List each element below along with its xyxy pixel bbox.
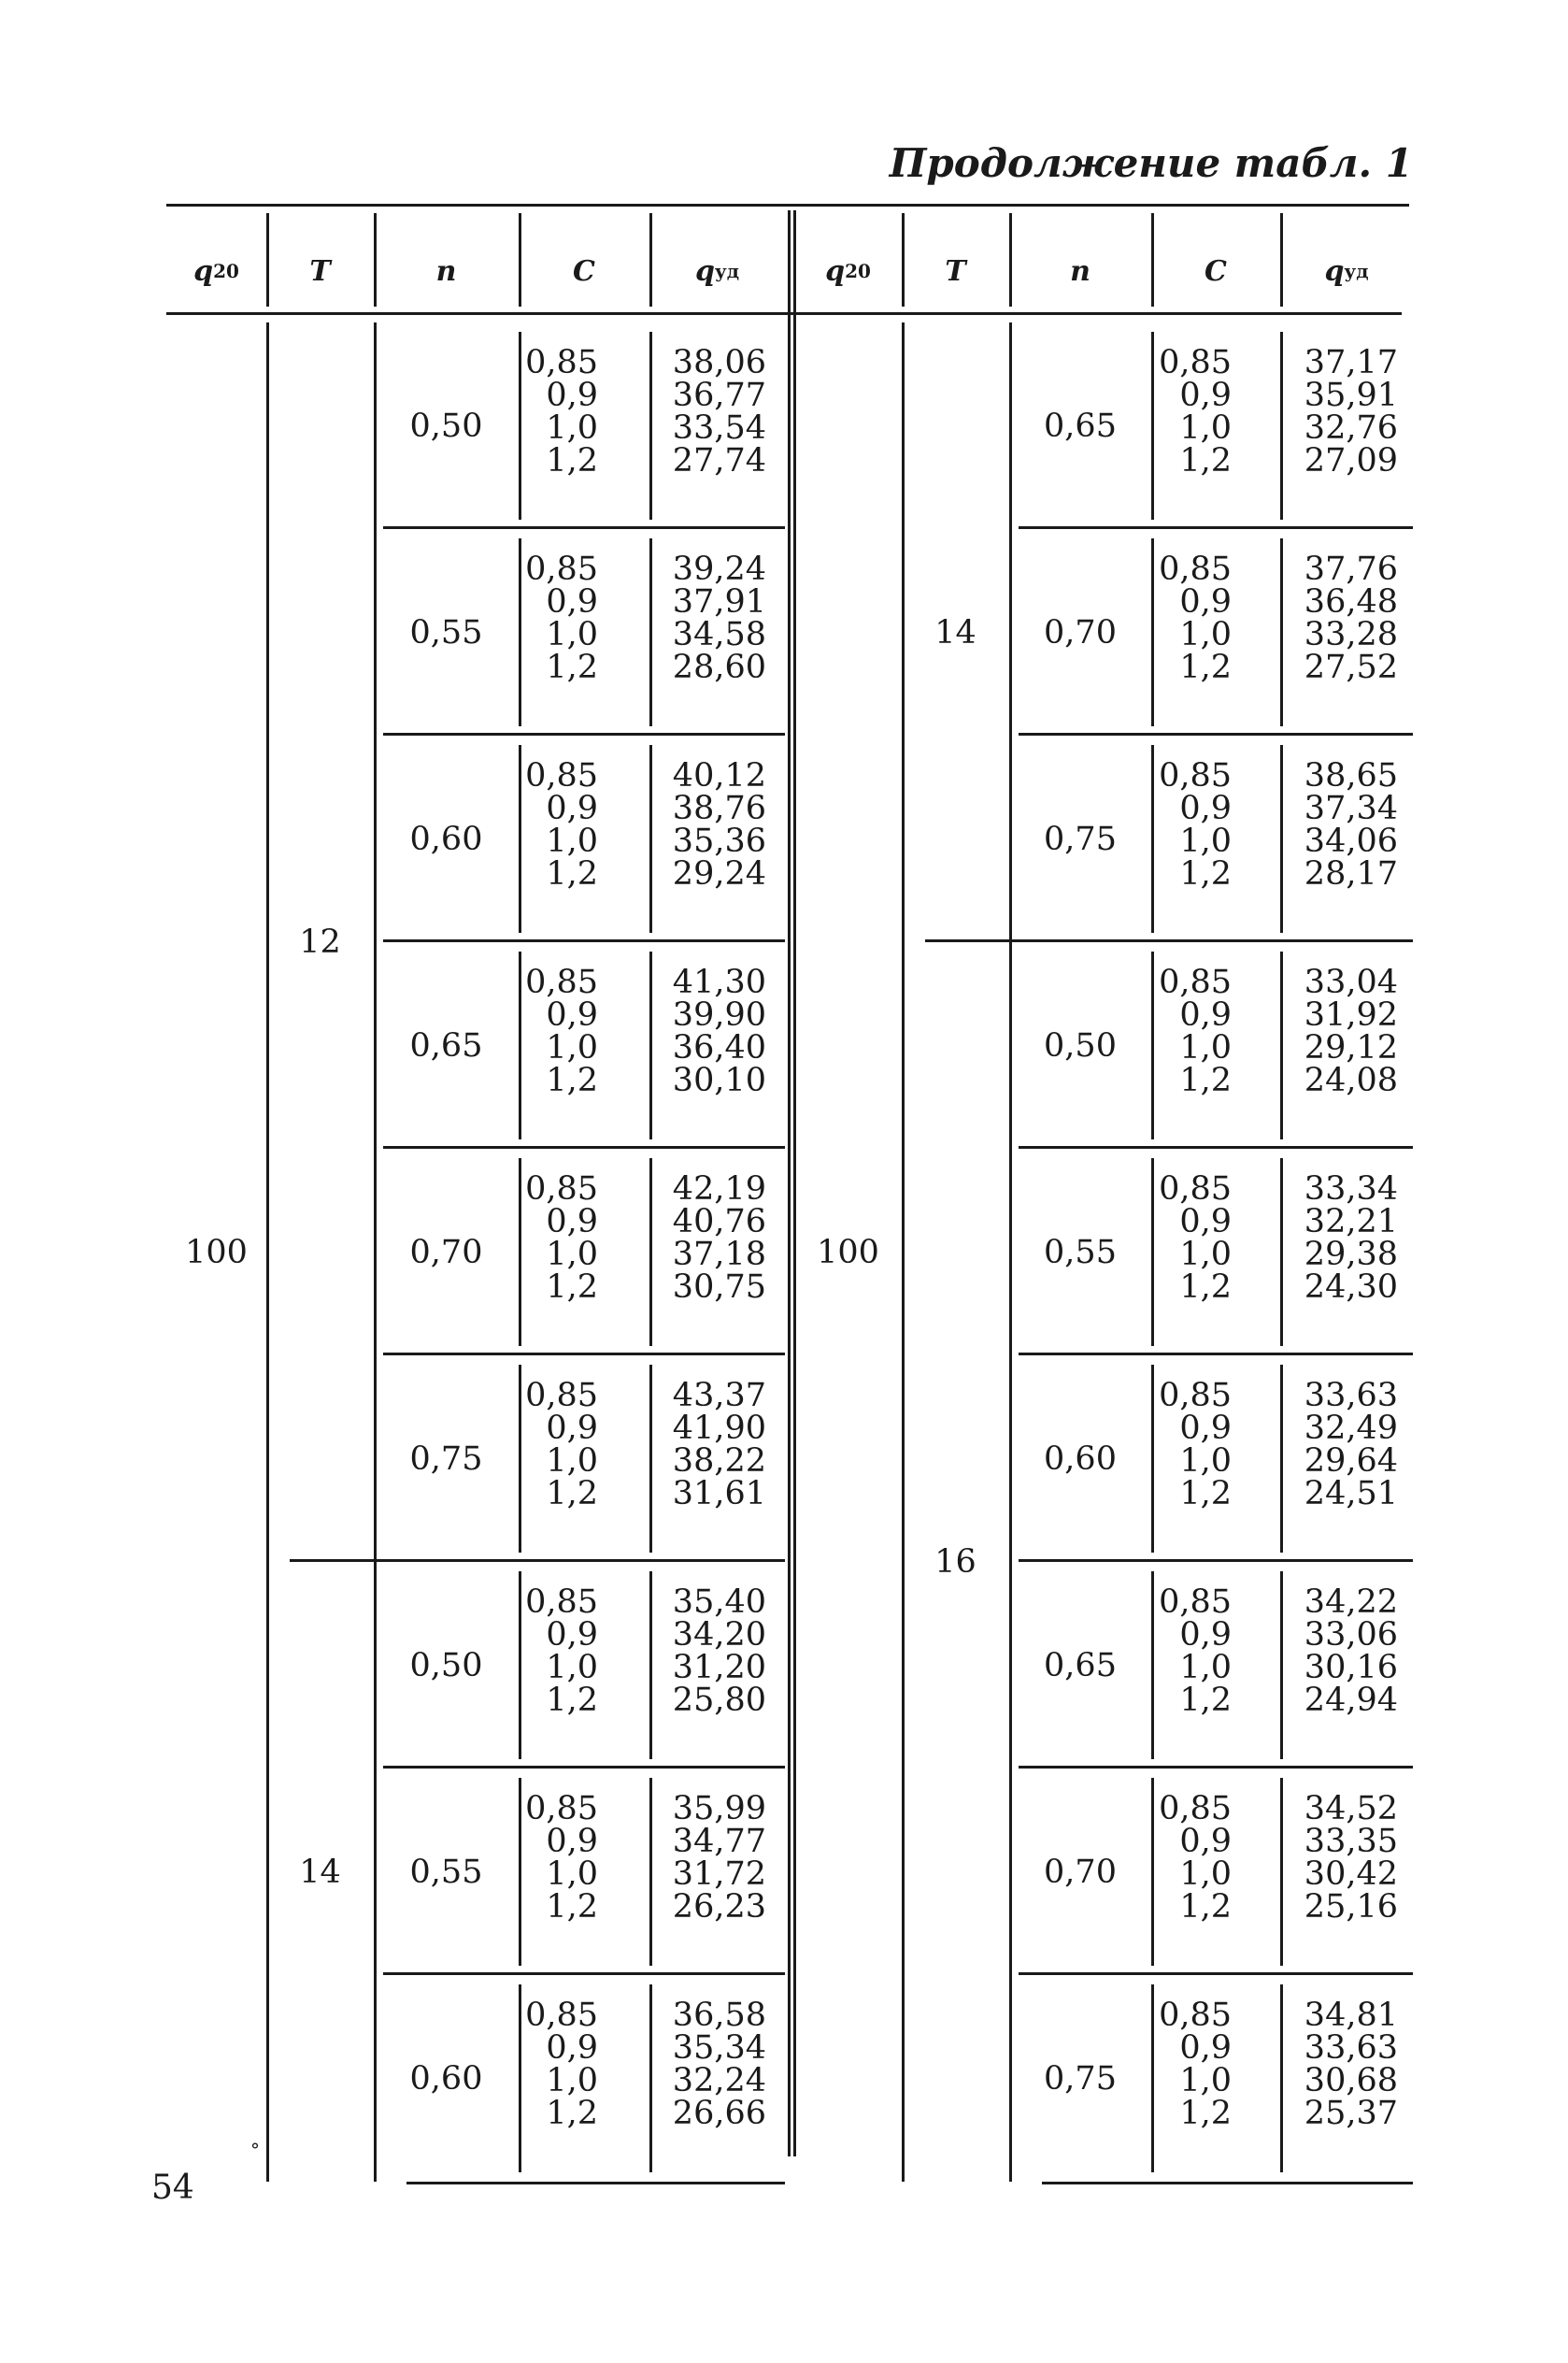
table-top-rule [166, 204, 1409, 207]
q-specific-value: 27,52 [1304, 649, 1398, 686]
n-value: 0,50 [1044, 1026, 1117, 1065]
q-specific-value: 30,10 [672, 1062, 766, 1099]
c-value: 1,2 [546, 1682, 598, 1719]
c-value: 1,0 [1179, 1855, 1232, 1893]
left-header-q20 [166, 238, 266, 304]
c-value: 0,85 [525, 757, 598, 795]
block-separator [383, 1146, 785, 1149]
group-separator [290, 1559, 785, 1562]
c-value: 0,85 [1159, 964, 1232, 1001]
left-q20-value: 100 [185, 1233, 248, 1271]
c-value: 1,0 [546, 1236, 598, 1273]
c-col-divider [1280, 1984, 1283, 2172]
header-q-symbol: q [193, 254, 214, 288]
q-col-divider [266, 322, 269, 2182]
stray-mark: ° [250, 2139, 260, 2161]
q-specific-value: 37,34 [1304, 790, 1398, 827]
c-col-divider [649, 538, 652, 726]
right-header-q20 [794, 238, 902, 304]
header-C-label: C [573, 254, 595, 288]
c-value: 1,2 [546, 1268, 598, 1306]
right-T-value: 14 [934, 613, 976, 652]
block-separator [1019, 1766, 1413, 1769]
n-value: 0,70 [409, 1233, 483, 1271]
center-double-rule-a [788, 210, 791, 2156]
n-col-divider [1151, 332, 1154, 520]
q-specific-value: 32,49 [1304, 1410, 1398, 1447]
block-separator [1019, 526, 1413, 529]
block-separator [383, 1972, 785, 1975]
q-specific-value: 34,52 [1304, 1790, 1398, 1827]
q-specific-value: 37,91 [672, 583, 766, 621]
c-value: 0,9 [546, 790, 598, 827]
header-col-divider [1151, 213, 1154, 307]
q-specific-value: 31,61 [672, 1475, 766, 1512]
q-specific-value: 28,17 [1304, 855, 1398, 893]
n-col-divider [1151, 1365, 1154, 1553]
q-specific-value: 24,08 [1304, 1062, 1398, 1099]
c-value: 1,2 [546, 1062, 598, 1099]
left-header-qud [649, 238, 785, 304]
block-separator [383, 1766, 785, 1769]
right-header-C [1151, 238, 1280, 304]
header-bottom-rule [166, 312, 1402, 315]
q-specific-value: 39,24 [672, 551, 766, 588]
q-specific-value: 25,80 [672, 1682, 766, 1719]
c-value: 0,9 [1179, 583, 1232, 621]
q-specific-value: 35,91 [1304, 377, 1398, 414]
q-specific-value: 38,65 [1304, 757, 1398, 795]
right-header-n [1009, 238, 1151, 304]
n-value: 0,75 [1044, 820, 1117, 858]
c-col-divider [1280, 1365, 1283, 1553]
n-value: 0,50 [409, 407, 483, 445]
left-T-value: 14 [299, 1853, 341, 1891]
block-separator [383, 526, 785, 529]
c-value: 0,9 [546, 1410, 598, 1447]
c-value: 0,85 [525, 1377, 598, 1414]
q-specific-value: 33,04 [1304, 964, 1398, 1001]
q-specific-value: 34,77 [672, 1823, 766, 1860]
header-qud-symbol: q [694, 254, 715, 288]
c-value: 1,2 [1179, 1888, 1232, 1926]
q-specific-value: 39,90 [672, 996, 766, 1034]
block-separator [383, 1353, 785, 1355]
q-specific-value: 35,40 [672, 1583, 766, 1621]
n-value: 0,75 [409, 1439, 483, 1478]
n-value: 0,60 [1044, 1439, 1117, 1478]
c-value: 1,0 [1179, 409, 1232, 447]
c-value: 1,0 [546, 1855, 598, 1893]
c-value: 0,9 [1179, 1616, 1232, 1654]
c-value: 0,9 [1179, 377, 1232, 414]
q-specific-value: 34,81 [1304, 1997, 1398, 2034]
n-col-divider [1151, 538, 1154, 726]
n-value: 0,60 [409, 820, 483, 858]
q-specific-value: 34,20 [672, 1616, 766, 1654]
q-specific-value: 38,06 [672, 344, 766, 381]
header-qud-subscript: уд [1344, 260, 1369, 282]
c-value: 0,9 [1179, 2029, 1232, 2067]
c-value: 1,2 [546, 442, 598, 480]
c-value: 0,85 [525, 551, 598, 588]
right-header-T [902, 238, 1009, 304]
q-specific-value: 31,92 [1304, 996, 1398, 1034]
q-specific-value: 29,38 [1304, 1236, 1398, 1273]
n-value: 0,70 [1044, 1853, 1117, 1891]
q-specific-value: 34,58 [672, 616, 766, 653]
n-col-divider [519, 332, 521, 520]
q-specific-value: 32,24 [672, 2062, 766, 2099]
q-specific-value: 29,12 [1304, 1029, 1398, 1067]
n-value: 0,65 [1044, 407, 1117, 445]
table-caption: Продолжение табл. 1 [889, 140, 1413, 186]
q-specific-value: 32,21 [1304, 1203, 1398, 1240]
header-col-divider [649, 213, 652, 307]
c-value: 0,9 [1179, 1203, 1232, 1240]
page-number: 54 [151, 2169, 194, 2207]
T-col-divider [1009, 322, 1012, 2182]
n-col-divider [1151, 1571, 1154, 1759]
header-col-divider [1280, 213, 1283, 307]
c-value: 0,85 [1159, 1170, 1232, 1208]
q-specific-value: 36,40 [672, 1029, 766, 1067]
c-col-divider [1280, 538, 1283, 726]
header-C-label: C [1205, 254, 1227, 288]
c-value: 1,0 [546, 1649, 598, 1686]
q-specific-value: 30,75 [672, 1268, 766, 1306]
c-value: 1,2 [1179, 855, 1232, 893]
n-col-divider [519, 1365, 521, 1553]
q-specific-value: 33,63 [1304, 1377, 1398, 1414]
c-value: 0,85 [1159, 344, 1232, 381]
n-col-divider [519, 1571, 521, 1759]
q-specific-value: 38,76 [672, 790, 766, 827]
header-T-label: T [309, 254, 331, 288]
q-specific-value: 36,48 [1304, 583, 1398, 621]
c-value: 0,9 [1179, 1410, 1232, 1447]
n-value: 0,65 [1044, 1646, 1117, 1684]
q-specific-value: 37,18 [672, 1236, 766, 1273]
c-col-divider [649, 1365, 652, 1553]
c-value: 0,9 [546, 996, 598, 1034]
c-value: 1,2 [546, 2095, 598, 2132]
c-value: 1,2 [546, 1475, 598, 1512]
c-value: 0,85 [525, 1997, 598, 2034]
group-separator [925, 939, 1413, 942]
c-value: 1,2 [546, 1888, 598, 1926]
left-header-T [266, 238, 374, 304]
c-col-divider [649, 1778, 652, 1966]
right-header-qud [1280, 238, 1413, 304]
q-specific-value: 26,23 [672, 1888, 766, 1926]
n-value: 0,55 [1044, 1233, 1117, 1271]
c-value: 0,9 [546, 1823, 598, 1860]
table-bottom-rule [406, 2182, 785, 2184]
c-value: 0,9 [546, 1203, 598, 1240]
n-value: 0,60 [409, 2059, 483, 2098]
n-value: 0,50 [409, 1646, 483, 1684]
c-value: 1,2 [1179, 1268, 1232, 1306]
c-value: 0,85 [525, 1790, 598, 1827]
c-value: 1,0 [1179, 616, 1232, 653]
c-value: 1,2 [1179, 1682, 1232, 1719]
left-T-value: 12 [299, 924, 341, 961]
q-specific-value: 42,19 [672, 1170, 766, 1208]
q-specific-value: 27,74 [672, 442, 766, 480]
c-col-divider [649, 1158, 652, 1346]
n-col-divider [1151, 952, 1154, 1139]
left-header-n [374, 238, 519, 304]
c-value: 1,0 [1179, 1029, 1232, 1067]
right-T-value: 16 [934, 1543, 976, 1581]
header-qud-symbol: q [1324, 254, 1345, 288]
c-value: 0,85 [1159, 1583, 1232, 1621]
c-col-divider [1280, 745, 1283, 933]
c-col-divider [1280, 1778, 1283, 1966]
q-specific-value: 31,20 [672, 1649, 766, 1686]
header-col-divider [902, 213, 905, 307]
table-bottom-rule [1042, 2182, 1413, 2184]
header-n-label: n [1070, 254, 1090, 288]
q-specific-value: 38,22 [672, 1442, 766, 1480]
q-specific-value: 25,37 [1304, 2095, 1398, 2132]
c-value: 0,9 [546, 583, 598, 621]
n-col-divider [519, 952, 521, 1139]
q-specific-value: 33,34 [1304, 1170, 1398, 1208]
c-value: 1,0 [546, 1442, 598, 1480]
header-T-label: T [945, 254, 966, 288]
c-col-divider [649, 332, 652, 520]
header-col-divider [374, 213, 377, 307]
q-specific-value: 43,37 [672, 1377, 766, 1414]
left-header-C [519, 238, 649, 304]
block-separator [383, 733, 785, 736]
q-specific-value: 29,24 [672, 855, 766, 893]
n-value: 0,75 [1044, 2059, 1117, 2098]
c-value: 1,2 [1179, 442, 1232, 480]
q-specific-value: 24,94 [1304, 1682, 1398, 1719]
c-value: 0,9 [546, 377, 598, 414]
header-q-subscript: 20 [845, 260, 871, 282]
c-col-divider [1280, 952, 1283, 1139]
q-specific-value: 40,12 [672, 757, 766, 795]
block-separator [1019, 1146, 1413, 1149]
c-value: 1,2 [1179, 2095, 1232, 2132]
header-col-divider [266, 213, 269, 307]
q-specific-value: 26,66 [672, 2095, 766, 2132]
header-col-divider [519, 213, 521, 307]
c-value: 1,2 [546, 855, 598, 893]
q-specific-value: 35,99 [672, 1790, 766, 1827]
q-specific-value: 32,76 [1304, 409, 1398, 447]
c-value: 1,0 [1179, 2062, 1232, 2099]
q-specific-value: 25,16 [1304, 1888, 1398, 1926]
q-specific-value: 41,90 [672, 1410, 766, 1447]
c-value: 1,0 [1179, 1442, 1232, 1480]
header-q-subscript: 20 [213, 260, 239, 282]
c-value: 1,0 [546, 616, 598, 653]
c-col-divider [1280, 332, 1283, 520]
c-value: 1,0 [1179, 1649, 1232, 1686]
q-specific-value: 34,06 [1304, 823, 1398, 860]
q-col-divider [902, 322, 905, 2182]
q-specific-value: 24,30 [1304, 1268, 1398, 1306]
n-value: 0,65 [409, 1026, 483, 1065]
c-value: 1,2 [1179, 1475, 1232, 1512]
q-specific-value: 36,58 [672, 1997, 766, 2034]
c-col-divider [649, 1984, 652, 2172]
q-specific-value: 34,22 [1304, 1583, 1398, 1621]
q-specific-value: 27,09 [1304, 442, 1398, 480]
c-value: 0,85 [525, 1583, 598, 1621]
q-specific-value: 30,16 [1304, 1649, 1398, 1686]
c-col-divider [649, 745, 652, 933]
c-value: 0,85 [1159, 1997, 1232, 2034]
c-value: 0,9 [546, 2029, 598, 2067]
block-separator [1019, 1972, 1413, 1975]
c-value: 1,0 [546, 409, 598, 447]
c-value: 0,9 [1179, 996, 1232, 1034]
c-value: 1,2 [546, 649, 598, 686]
n-col-divider [519, 1158, 521, 1346]
c-value: 1,2 [1179, 649, 1232, 686]
c-value: 0,9 [1179, 1823, 1232, 1860]
n-value: 0,55 [409, 613, 483, 652]
block-separator [1019, 733, 1413, 736]
c-value: 0,9 [546, 1616, 598, 1654]
c-value: 1,2 [1179, 1062, 1232, 1099]
c-value: 0,9 [1179, 790, 1232, 827]
n-value: 0,70 [1044, 613, 1117, 652]
q-specific-value: 33,06 [1304, 1616, 1398, 1654]
c-value: 1,0 [1179, 823, 1232, 860]
n-col-divider [1151, 1984, 1154, 2172]
q-specific-value: 40,76 [672, 1203, 766, 1240]
center-double-rule-b [793, 210, 796, 2156]
q-specific-value: 33,63 [1304, 2029, 1398, 2067]
q-specific-value: 33,28 [1304, 616, 1398, 653]
c-col-divider [649, 1571, 652, 1759]
c-col-divider [1280, 1571, 1283, 1759]
c-value: 1,0 [546, 2062, 598, 2099]
n-col-divider [1151, 1158, 1154, 1346]
q-specific-value: 28,60 [672, 649, 766, 686]
q-specific-value: 30,42 [1304, 1855, 1398, 1893]
c-col-divider [1280, 1158, 1283, 1346]
n-col-divider [519, 538, 521, 726]
c-value: 0,85 [1159, 1790, 1232, 1827]
right-q20-value: 100 [817, 1233, 879, 1271]
q-specific-value: 37,17 [1304, 344, 1398, 381]
q-specific-value: 30,68 [1304, 2062, 1398, 2099]
q-specific-value: 33,35 [1304, 1823, 1398, 1860]
c-value: 0,85 [525, 344, 598, 381]
n-col-divider [519, 1778, 521, 1966]
n-col-divider [1151, 745, 1154, 933]
q-specific-value: 36,77 [672, 377, 766, 414]
q-specific-value: 31,72 [672, 1855, 766, 1893]
block-separator [1019, 1559, 1413, 1562]
header-qud-subscript: уд [714, 260, 740, 282]
q-specific-value: 24,51 [1304, 1475, 1398, 1512]
q-specific-value: 35,36 [672, 823, 766, 860]
n-value: 0,55 [409, 1853, 483, 1891]
header-q-symbol: q [825, 254, 846, 288]
n-col-divider [519, 745, 521, 933]
block-separator [383, 939, 785, 942]
c-value: 1,0 [546, 1029, 598, 1067]
header-n-label: n [435, 254, 457, 288]
c-value: 0,85 [1159, 551, 1232, 588]
T-col-divider [374, 322, 377, 2182]
c-value: 1,0 [546, 823, 598, 860]
n-col-divider [519, 1984, 521, 2172]
q-specific-value: 29,64 [1304, 1442, 1398, 1480]
c-value: 1,0 [1179, 1236, 1232, 1273]
header-col-divider [1009, 213, 1012, 307]
c-col-divider [649, 952, 652, 1139]
q-specific-value: 37,76 [1304, 551, 1398, 588]
q-specific-value: 41,30 [672, 964, 766, 1001]
c-value: 0,85 [1159, 757, 1232, 795]
c-value: 0,85 [1159, 1377, 1232, 1414]
c-value: 0,85 [525, 964, 598, 1001]
block-separator [1019, 1353, 1413, 1355]
c-value: 0,85 [525, 1170, 598, 1208]
q-specific-value: 33,54 [672, 409, 766, 447]
n-col-divider [1151, 1778, 1154, 1966]
q-specific-value: 35,34 [672, 2029, 766, 2067]
